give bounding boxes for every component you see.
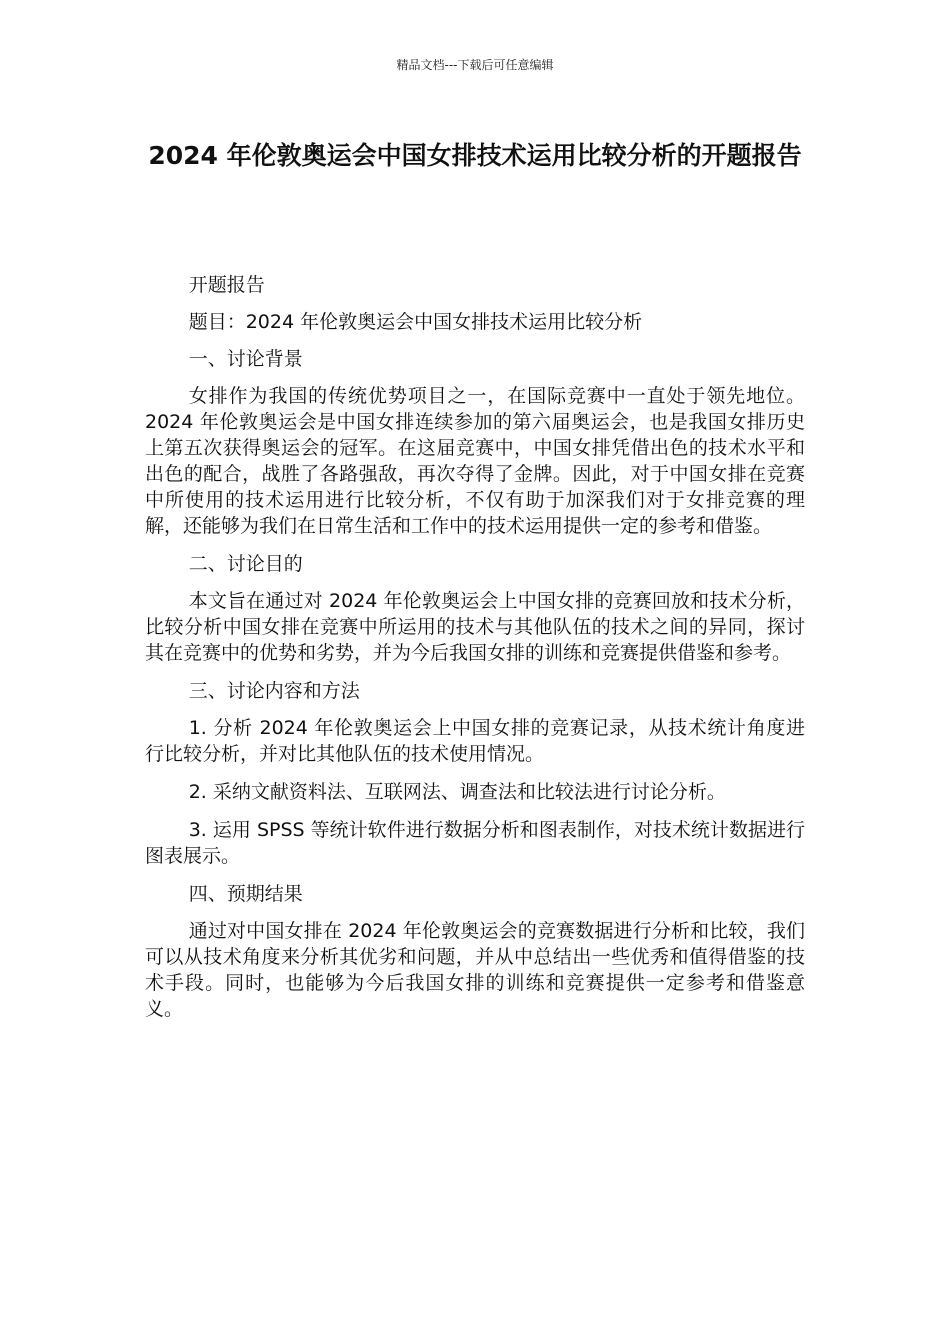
section-heading-results: 四、预期结果 (188, 883, 303, 905)
document-body (145, 272, 805, 1034)
section-heading-methods: 三、讨论内容和方法 (188, 680, 360, 702)
method-item-1: 1. 分析 2024 年伦敦奥运会上中国女排的竞赛记录，从技术统计角度进行比较分析，并对比其他队伍的技术使用情况。 (145, 717, 805, 765)
method-item-3: 3. 运用 SPSS 等统计软件进行数据分析和图表制作，对技术统计数据进行图表展示。 (145, 819, 805, 867)
document-title: 2024 年伦敦奥运会中国女排技术运用比较分析的开题报告 (148, 141, 802, 170)
results-paragraph: 通过对中国女排在 2024 年伦敦奥运会的竞赛数据进行分析和比较，我们可以从技术角度来分析其优劣和问题，并从中总结出一些优秀和值得借鉴的技术手段。同时，也能够为今后我国女排的训练和竞赛提供一定参考和借鉴意义。 (145, 920, 805, 1020)
method-item-2: 2. 采纳文献资料法、互联网法、调查法和比较法进行讨论分析。 (188, 781, 726, 803)
topic-line: 题目：2024 年伦敦奥运会中国女排技术运用比较分析 (188, 311, 643, 333)
section-heading-background: 一、讨论背景 (188, 348, 303, 370)
header-note: 精品文档---下载后可任意编辑 (396, 58, 554, 72)
background-paragraph: 女排作为我国的传统优势项目之一，在国际竞赛中一直处于领先地位。2024 年伦敦奥运会是中国女排连续参加的第六届奥运会，也是我国女排历史上第五次获得奥运会的冠军。在这届竞赛中，中国女排凭借出色的技术水平和出色的配合，战胜了各路强敌，再次夺得了金牌。因此，对于中国女排在竞赛中所使用的技术运用进行比较分析，不仅有助于加深我们对于女排竞赛的理解，还能够为我们在日常生活和工作中的技术运用提供一定的参考和借鉴。 (145, 385, 805, 537)
section-heading-purpose: 二、讨论目的 (188, 553, 303, 575)
purpose-paragraph: 本文旨在通过对 2024 年伦敦奥运会上中国女排的竞赛回放和技术分析，比较分析中国女排在竞赛中所运用的技术与其他队伍的技术之间的异同，探讨其在竞赛中的优势和劣势，并为今后我国女排的训练和竞赛提供借鉴和参考。 (145, 590, 805, 664)
report-label: 开题报告 (188, 274, 265, 296)
